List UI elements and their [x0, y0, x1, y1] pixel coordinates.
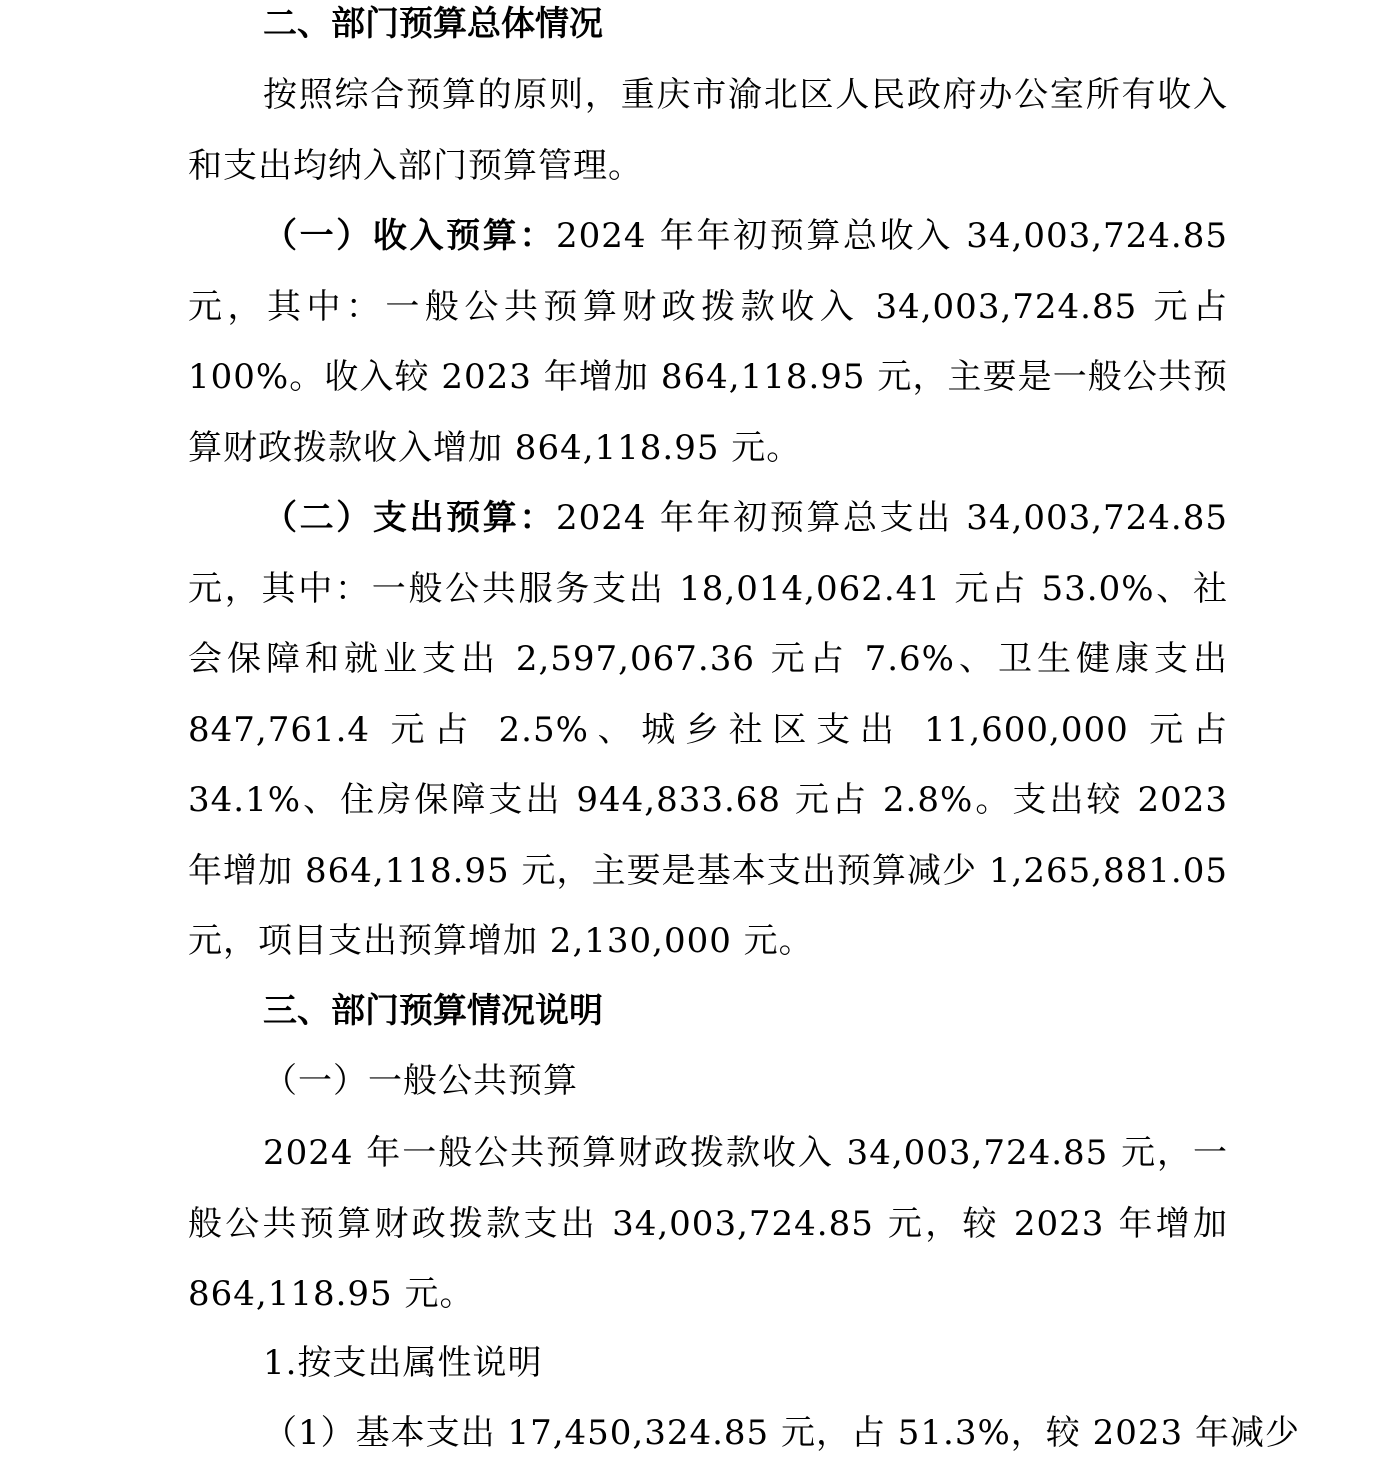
section-heading-overall: 二、部门预算总体情况 [263, 4, 603, 44]
expense-text: 2024 年年初预算总支出 34,003,724.85 元，其中：一般公共服务支出 18,014,062.41 元占 53.0%、社会保障和就业支出 2,597,067.36 元占 7.6%、卫生健康支出 847,761.4 元占 2.5%、城乡社区支出 11,600,000 元占 34.1%、住房保障支出 944,833.68 元占 2.8%。支出较 2023 年增加 864,118.95 元，主要是基本支出预算减少 1,265,881.05 元，项目支出预算增加 2,130,000 元。 [188, 498, 1228, 961]
item-expense-attribute: 1.按支出属性说明 [263, 1343, 543, 1383]
income-paragraph [188, 201, 1228, 483]
basic-expense-line: （1）基本支出 17,450,324.85 元，占 51.3%，较 2023 年减少 [263, 1413, 1300, 1453]
subheading-general-budget: （一）一般公共预算 [263, 1061, 578, 1101]
general-budget-paragraph: 2024 年一般公共预算财政拨款收入 34,003,724.85 元，一般公共预算财政拨款支出 34,003,724.85 元，较 2023 年增加 864,118.95 元。 [188, 1133, 1228, 1314]
expense-paragraph [188, 483, 1228, 977]
expense-lead: （二）支出预算： [263, 498, 556, 538]
intro-paragraph: 按照综合预算的原则，重庆市渝北区人民政府办公室所有收入和支出均纳入部门预算管理。 [188, 75, 1228, 186]
income-text: 2024 年年初预算总收入 34,003,724.85 元，其中：一般公共预算财政拨款收入 34,003,724.85 元占 100%。收入较 2023 年增加 864,118.95 元，主要是一般公共预算财政拨款收入增加 864,118.95 元。 [188, 216, 1228, 468]
section-heading-details: 三、部门预算情况说明 [263, 991, 603, 1031]
income-lead: （一）收入预算： [263, 216, 556, 256]
